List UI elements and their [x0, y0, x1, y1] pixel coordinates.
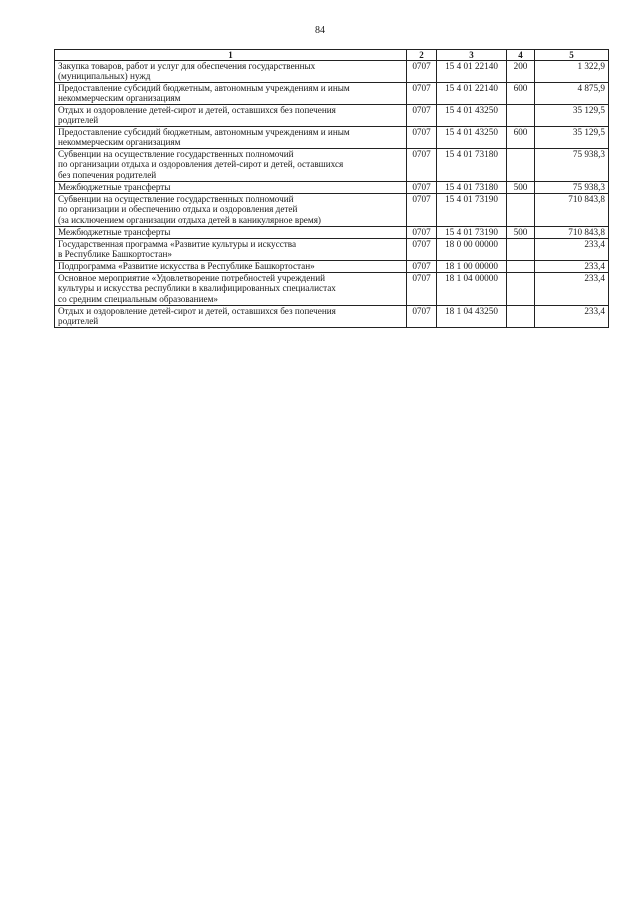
row-expense-type-cell [507, 261, 535, 273]
table-row [55, 273, 609, 306]
table-row [55, 306, 609, 328]
row-expense-type-cell: 500 [507, 227, 535, 239]
row-amount-cell: 4 875,9 [535, 83, 609, 105]
row-section-cell: 0707 [407, 239, 437, 261]
row-name-cell: Отдых и оздоровление детей-сирот и детей, оставшихся без попечения родителей [55, 306, 407, 328]
row-expense-type-cell [507, 273, 535, 306]
row-amount-cell: 233,4 [535, 239, 609, 261]
row-amount-cell: 710 843,8 [535, 194, 609, 227]
row-amount-cell: 75 938,3 [535, 182, 609, 194]
row-target-code-cell: 18 1 04 00000 [437, 273, 507, 306]
budget-table [54, 49, 609, 328]
row-name-cell: Предоставление субсидий бюджетным, автономным учреждениям и иным некоммерческим организациям [55, 83, 407, 105]
row-target-code-cell: 15 4 01 22140 [437, 83, 507, 105]
row-target-code-cell: 15 4 01 22140 [437, 61, 507, 83]
row-section-cell: 0707 [407, 306, 437, 328]
row-amount-cell: 233,4 [535, 261, 609, 273]
row-amount-cell: 75 938,3 [535, 149, 609, 182]
header-col-5: 5 [535, 50, 609, 61]
row-target-code-cell: 15 4 01 73180 [437, 182, 507, 194]
table-row [55, 149, 609, 182]
row-section-cell: 0707 [407, 261, 437, 273]
row-target-code-cell: 18 0 00 00000 [437, 239, 507, 261]
table-row [55, 127, 609, 149]
table-row [55, 105, 609, 127]
row-section-cell: 0707 [407, 149, 437, 182]
header-col-2: 2 [407, 50, 437, 61]
row-amount-cell: 1 322,9 [535, 61, 609, 83]
row-section-cell: 0707 [407, 127, 437, 149]
row-name-cell: Закупка товаров, работ и услуг для обеспечения государственных (муниципальных) нужд [55, 61, 407, 83]
row-expense-type-cell [507, 149, 535, 182]
row-expense-type-cell: 600 [507, 83, 535, 105]
row-name-cell: Подпрограмма «Развитие искусства в Республике Башкортостан» [55, 261, 407, 273]
row-target-code-cell: 15 4 01 73180 [437, 149, 507, 182]
table-row [55, 239, 609, 261]
row-target-code-cell: 18 1 00 00000 [437, 261, 507, 273]
row-name-cell: Государственная программа «Развитие культуры и искусства в Республике Башкортостан» [55, 239, 407, 261]
row-expense-type-cell [507, 194, 535, 227]
header-col-4: 4 [507, 50, 535, 61]
row-target-code-cell: 15 4 01 73190 [437, 227, 507, 239]
row-name-cell: Отдых и оздоровление детей-сирот и детей, оставшихся без попечения родителей [55, 105, 407, 127]
table-header-row [55, 50, 609, 61]
table-row [55, 194, 609, 227]
page-number: 84 [315, 25, 325, 36]
row-name-cell: Межбюджетные трансферты [55, 227, 407, 239]
row-section-cell: 0707 [407, 61, 437, 83]
table-row [55, 83, 609, 105]
row-expense-type-cell: 600 [507, 127, 535, 149]
row-section-cell: 0707 [407, 83, 437, 105]
row-amount-cell: 35 129,5 [535, 127, 609, 149]
row-target-code-cell: 15 4 01 43250 [437, 105, 507, 127]
row-expense-type-cell: 500 [507, 182, 535, 194]
row-expense-type-cell [507, 306, 535, 328]
row-target-code-cell: 18 1 04 43250 [437, 306, 507, 328]
row-section-cell: 0707 [407, 194, 437, 227]
row-expense-type-cell [507, 239, 535, 261]
row-target-code-cell: 15 4 01 73190 [437, 194, 507, 227]
table-body [55, 61, 609, 328]
row-section-cell: 0707 [407, 273, 437, 306]
row-name-cell: Субвенции на осуществление государственных полномочий по организации отдыха и оздоровления детей-сирот и детей, оставшихся без попечения родителей [55, 149, 407, 182]
row-section-cell: 0707 [407, 105, 437, 127]
row-name-cell: Предоставление субсидий бюджетным, автономным учреждениям и иным некоммерческим организациям [55, 127, 407, 149]
table-row [55, 227, 609, 239]
row-name-cell: Основное мероприятие «Удовлетворение потребностей учреждений культуры и искусства республики в квалифицированных специалистах со средним специальным образованием» [55, 273, 407, 306]
row-target-code-cell: 15 4 01 43250 [437, 127, 507, 149]
table-row [55, 261, 609, 273]
header-col-3: 3 [437, 50, 507, 61]
header-col-1: 1 [55, 50, 407, 61]
row-expense-type-cell: 200 [507, 61, 535, 83]
row-section-cell: 0707 [407, 227, 437, 239]
row-amount-cell: 710 843,8 [535, 227, 609, 239]
row-amount-cell: 233,4 [535, 273, 609, 306]
row-name-cell: Субвенции на осуществление государственных полномочий по организации и обеспечению отдыха и оздоровления детей (за исключением организации отдыха детей в каникулярное время) [55, 194, 407, 227]
row-amount-cell: 233,4 [535, 306, 609, 328]
table-row [55, 61, 609, 83]
row-section-cell: 0707 [407, 182, 437, 194]
row-amount-cell: 35 129,5 [535, 105, 609, 127]
row-name-cell: Межбюджетные трансферты [55, 182, 407, 194]
row-expense-type-cell [507, 105, 535, 127]
table-row [55, 182, 609, 194]
